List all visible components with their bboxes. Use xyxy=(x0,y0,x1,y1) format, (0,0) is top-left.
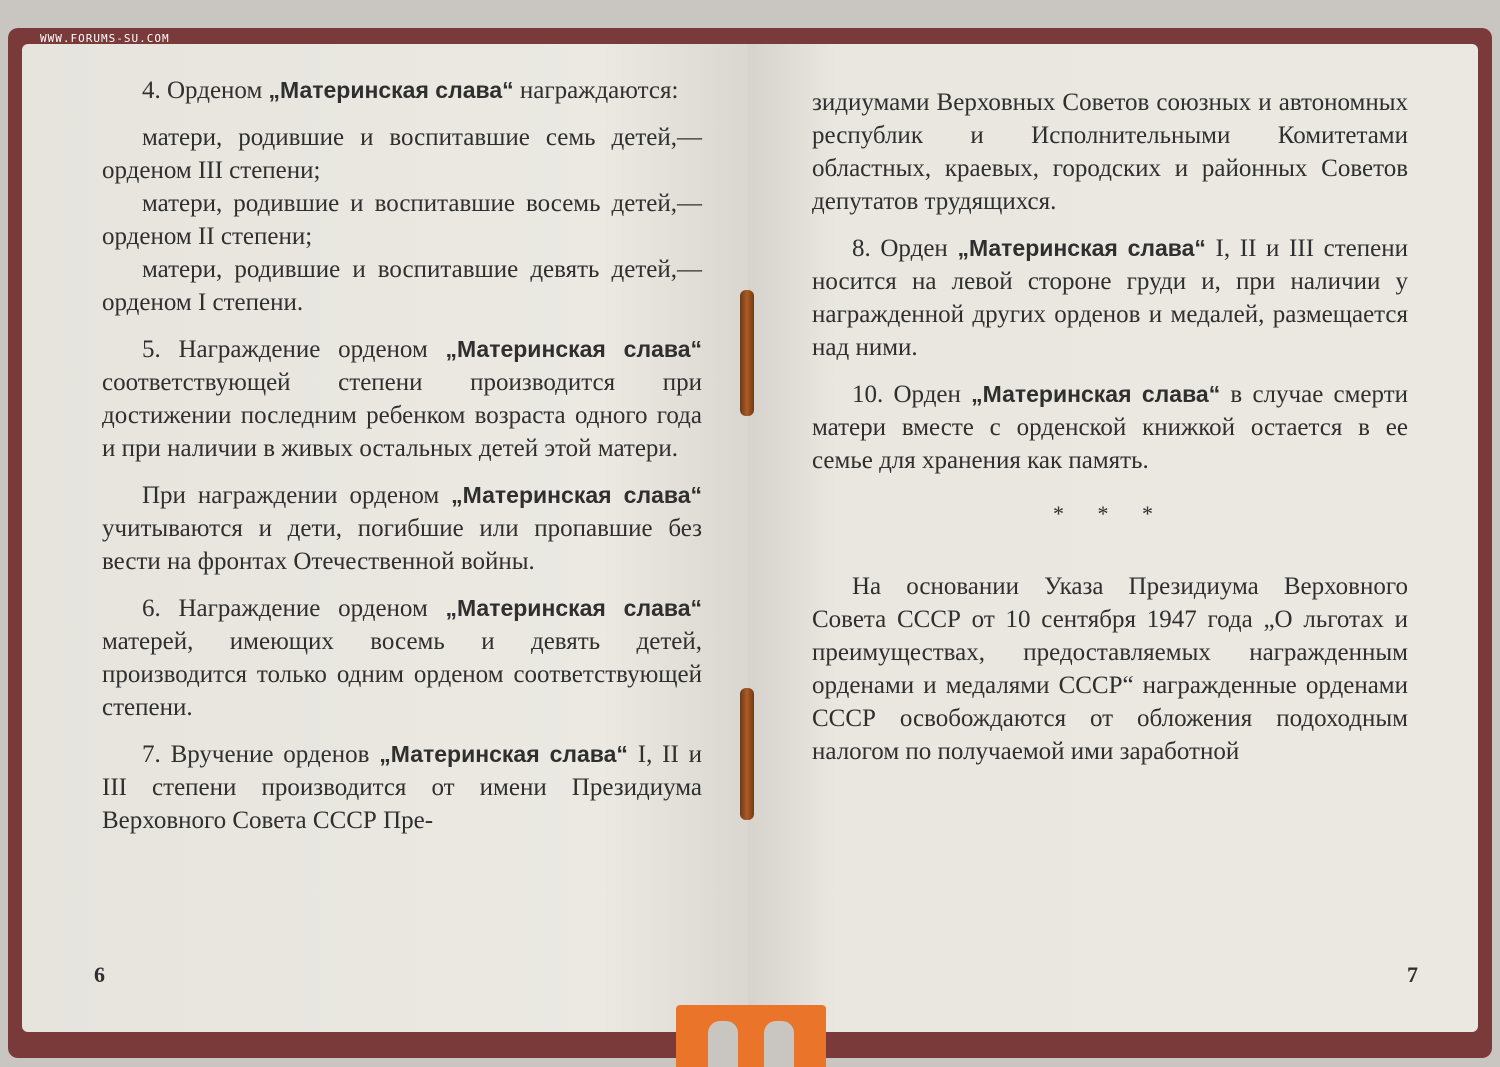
order-name: „Материнская слава“ xyxy=(379,741,628,767)
paragraph-8 xyxy=(812,232,1408,364)
paragraph-4-intro-end: награждаются: xyxy=(513,77,679,104)
left-page-text xyxy=(102,74,702,851)
paragraph-4 xyxy=(102,74,702,107)
watermark-text: WWW.FORUMS-SU.COM xyxy=(40,32,170,45)
page-number-left: 6 xyxy=(94,962,105,987)
section-divider-stars: * * * xyxy=(1053,501,1167,526)
order-name: „Материнская слава“ xyxy=(268,77,514,103)
paragraph-8-start: 8. Орден xyxy=(852,235,958,262)
binder-clip xyxy=(676,1005,826,1067)
order-name: „Материнская слава“ xyxy=(957,235,1206,261)
paragraph-5-start: 5. Награждение орденом xyxy=(142,336,446,363)
paragraph-5b-start: При награждении орденом xyxy=(142,482,452,509)
paragraph-7-end: I, II и III степени производится от имени Президиума Верховного Совета СССР Пре- xyxy=(102,741,703,834)
order-name: „Материнская слава“ xyxy=(451,482,703,508)
closing-paragraph: На основании Указа Президиума Верховного Совета СССР от 10 сентября 1947 года „О льготах и преимуществах, предоставляемых награжденным орденами и медалями СССР“ награжденные орденами СССР освобождаются от обложения подоходным налогом по получаемой ими заработной xyxy=(812,573,1408,765)
paragraph-10-end: в случае смерти матери вместе с орденской книжкой остается в ее семье для хранения как память. xyxy=(812,381,1409,474)
left-page xyxy=(22,44,748,1032)
paragraph-4-intro: 4. Орденом xyxy=(142,77,269,104)
order-name: „Материнская слава“ xyxy=(971,381,1221,407)
paragraph-10 xyxy=(812,378,1408,477)
page-number-right: 7 xyxy=(1407,962,1418,987)
paragraph-4-item-1: матери, родившие и воспитавшие семь детей,— орденом III степени; xyxy=(102,124,702,184)
paragraph-5 xyxy=(102,333,702,465)
paragraph-6-start: 6. Награждение орденом xyxy=(142,595,446,622)
binding-stitch-bottom xyxy=(740,688,754,820)
paragraph-7-continuation: зидиумами Верховных Советов союзных и автономных республик и Исполнительными Комитетами областных, краевых, городских и районных Советов депутатов трудящихся. xyxy=(812,89,1408,215)
paragraph-7 xyxy=(102,738,702,837)
paragraph-5b-end: учитываются и дети, погибшие или пропавшие без вести на фронтах Отечественной войны. xyxy=(102,515,702,575)
right-page-text xyxy=(812,86,1408,782)
paragraph-4-item-2: матери, родившие и воспитавшие восемь детей,— орденом II степени; xyxy=(102,190,702,250)
paragraph-6-end: матерей, имеющих восемь и девять детей, производится только одним орденом соответствующей степени. xyxy=(102,628,702,721)
paragraph-7-start: 7. Вручение орденов xyxy=(142,741,380,768)
order-name: „Материнская слава“ xyxy=(445,595,702,621)
order-name: „Материнская слава“ xyxy=(445,336,702,362)
paragraph-6 xyxy=(102,592,702,724)
paragraph-5-end: соответствующей степени производится при достижении последним ребенком возраста одного года и при наличии в живых остальных детей этой матери. xyxy=(102,369,702,462)
paragraph-8-end: I, II и III степени носится на левой стороне груди и, при наличии у награжденной других орденов и медалей, размещается над ними. xyxy=(812,235,1409,361)
paragraph-4-item-3: матери, родившие и воспитавшие девять детей,— орденом I степени. xyxy=(102,256,702,316)
paragraph-5-continued xyxy=(102,479,702,578)
binding-stitch-top xyxy=(740,290,754,416)
paragraph-10-start: 10. Орден xyxy=(852,381,972,408)
right-page xyxy=(748,44,1478,1032)
